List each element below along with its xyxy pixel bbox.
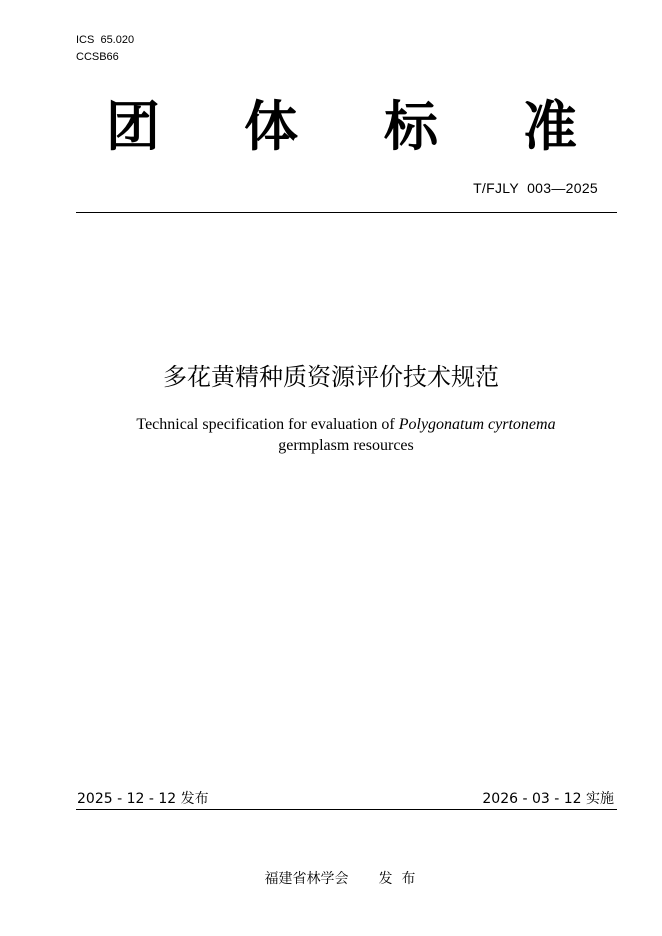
ics-code: ICS 65.020 <box>76 34 135 46</box>
publisher-action: 发 布 <box>378 871 416 887</box>
document-type-title <box>76 96 616 166</box>
publisher-line <box>0 852 662 904</box>
issue-date: 2025 - 12 - 12 发布 <box>77 791 209 807</box>
bottom-divider <box>76 809 617 810</box>
english-title <box>90 414 602 456</box>
english-title-species: Polygonatum cyrtonema <box>398 416 556 433</box>
ccs-code: CCSB66 <box>76 51 119 63</box>
english-title-prefix: Technical specification for evaluation of <box>136 416 399 433</box>
doc-type-char: 团 <box>106 95 160 158</box>
implementation-date: 2026 - 03 - 12 实施 <box>482 791 614 807</box>
english-title-suffix: germplasm resources <box>278 437 414 454</box>
doc-type-char: 标 <box>384 95 438 158</box>
doc-type-char: 准 <box>523 95 577 158</box>
publisher-name: 福建省林学会 <box>264 871 349 887</box>
doc-type-char: 体 <box>244 95 298 158</box>
standard-number: T/FJLY 003—2025 <box>473 180 598 196</box>
top-divider <box>76 212 617 213</box>
chinese-title: 多花黄精种质资源评价技术规范 <box>163 363 499 391</box>
classification-codes <box>76 32 134 66</box>
